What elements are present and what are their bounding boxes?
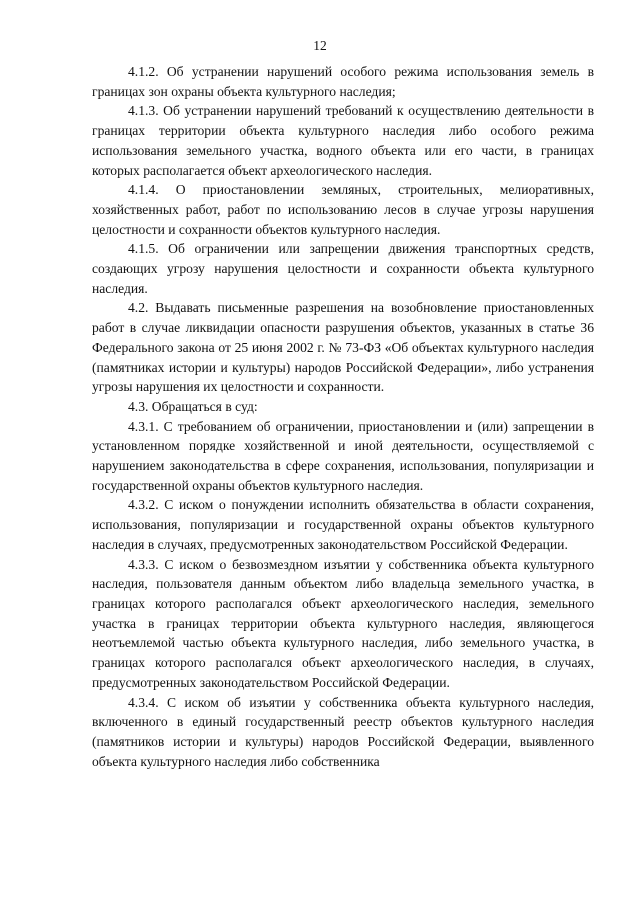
page-number: 12 <box>313 38 327 53</box>
paragraph-4-3: 4.3. Обращаться в суд: <box>128 398 258 414</box>
document-body <box>92 62 594 771</box>
paragraph-4-1-5: 4.1.5. Об ограничении или запрещении движения транспортных средств, создающих угрозу нарушения целостности и сохранности объекта культурного наследия. <box>92 241 594 296</box>
paragraph-4-3-2: 4.3.2. С иском о понуждении исполнить обязательства в области сохранения, использования, популяризации и государственной охраны объектов культурного наследия в случаях, предусмотренных законодательством Российской Федерации. <box>92 497 594 552</box>
paragraph-4-3-1: 4.3.1. С требованием об ограничении, приостановлении и (или) запрещении в установленном порядке хозяйственной и иной деятельности, осуществляемой с нарушением законодательства в сфере сохранения, использования, популяризации и государственной охраны объектов культурного наследия. <box>92 418 594 493</box>
paragraph-4-1-4: 4.1.4. О приостановлении земляных, строительных, мелиоративных, хозяйственных работ, работ по использованию лесов в случае угрозы нарушения целостности и сохранности объектов культурного наследия. <box>92 182 594 237</box>
paragraph-4-1-3: 4.1.3. Об устранении нарушений требований к осуществлению деятельности в границах территории объекта культурного наследия либо особого режима использования земельного участка, водного объекта или его части, в границах которых располагается объект археологического наследия. <box>92 103 594 178</box>
paragraph-4-3-3: 4.3.3. С иском о безвозмездном изъятии у собственника объекта культурного наследия, пользователя данным объектом либо владельца земельного участка, в границах которого располагался объект археологического наследия, земельного участка в границах территории объекта культурного наследия, являющегося неотъемлемой частью объекта культурного наследия, либо земельного участка, в границах которого располагался объект археологического наследия, в случаях, предусмотренных законодательством Российской Федерации. <box>92 556 594 690</box>
paragraph-4-2: 4.2. Выдавать письменные разрешения на возобновление приостановленных работ в случае ликвидации опасности разрушения объектов, указанных в статье 36 Федерального закона от 25 июня 2002 г. № 73-ФЗ «Об объектах культурного наследия (памятниках истории и культуры) народов Российской Федерации», либо устранения угрозы нарушения их целостности и сохранности. <box>92 300 594 395</box>
paragraph-4-1-2: 4.1.2. Об устранении нарушений особого режима использования земель в границах зон охраны объекта культурного наследия; <box>92 64 594 99</box>
paragraph-4-3-4: 4.3.4. С иском об изъятии у собственника объекта культурного наследия, включенного в единый государственный реестр объектов культурного наследия (памятников истории и культуры) народов Российской Федерации, выявленного объекта культурного наследия либо собственника <box>92 694 594 769</box>
